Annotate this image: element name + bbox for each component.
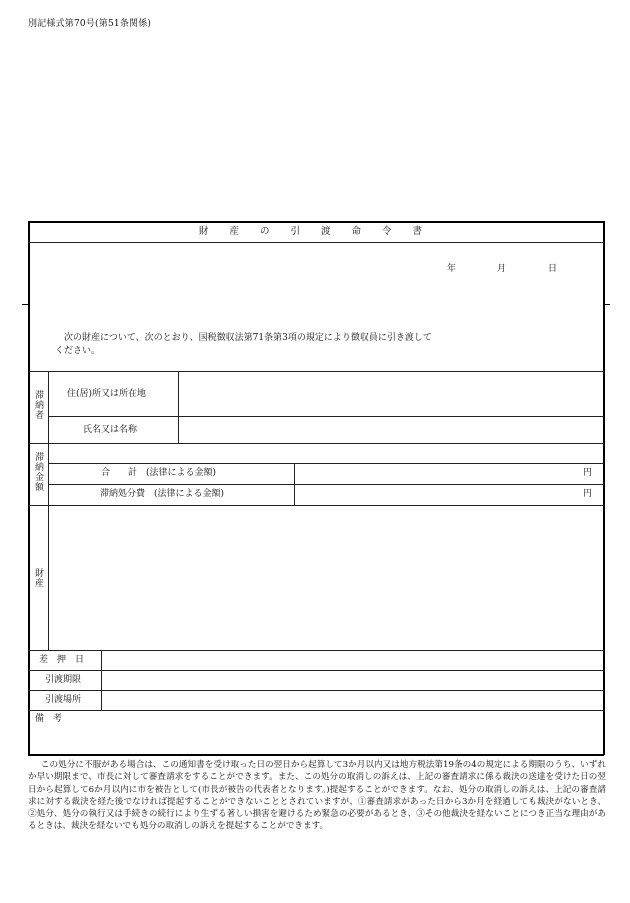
date-month-label: 月: [497, 264, 507, 274]
disposition-cost-unit: 円: [583, 489, 593, 499]
total-label: 合 計 (法律による金額): [101, 468, 217, 478]
disposition-cost-label: 滞納処分費 (法律による金額): [100, 489, 225, 499]
taxpayer-section-label: 滞納者: [33, 390, 43, 420]
appeal-notice-text: この処分に不服がある場合は、この通知書を受け取った日の翌日から起算して3か月以内又は地方税法第19条の4の規定による期限のうち、いずれか早い期限まで、市長に対して審査請求をすることができます。また、この処分の取消しの訴えは、上記の審査請求に係る裁決の送達を受けた日の翌日から起算して6か月以内に市を被告として(市長が被告の代表者となります。)提起することができます。なお、処分の取消しの訴えは、上記の審査請求に対する裁決を経た後でなければ提起することができないこととされていますが、①審査請求があった日から3か月を経過しても裁決がないとき、②処分、処分の執行又は手続きの続行により生ずる著しい損害を避けるため緊急の必要があるとき、③その他裁決を経ないことにつき正当な理由があるときは、裁決を経ないでも処分の取消しの訴えを提起することができます。: [28, 760, 606, 832]
property-section-label: 財産: [33, 568, 43, 588]
delivery-place-label: 引渡場所: [45, 695, 82, 705]
intro-line-2: ください。: [55, 346, 101, 356]
date-year-label: 年: [447, 264, 457, 274]
seizure-date-label: 差 押 日: [39, 655, 85, 665]
delivery-deadline-label: 引渡期限: [45, 675, 82, 685]
address-label: 住(居)所又は所在地: [67, 389, 147, 399]
remarks-label: 備 考: [35, 714, 63, 724]
appeal-notice: [28, 759, 606, 833]
total-unit: 円: [583, 468, 593, 478]
name-label: 氏名又は名称: [83, 425, 138, 435]
form-reference: 別記様式第70号(第51条関係): [28, 19, 152, 29]
intro-line-1: 次の財産について、次のとおり、国税徴収法第71条第3項の規定により徴収員に引き渡して: [64, 333, 432, 343]
form-title: 財 産 の 引 渡 命 令 書: [198, 226, 432, 237]
delinquent-amount-section-label: 滞納金額: [33, 452, 43, 492]
date-day-label: 日: [548, 264, 558, 274]
